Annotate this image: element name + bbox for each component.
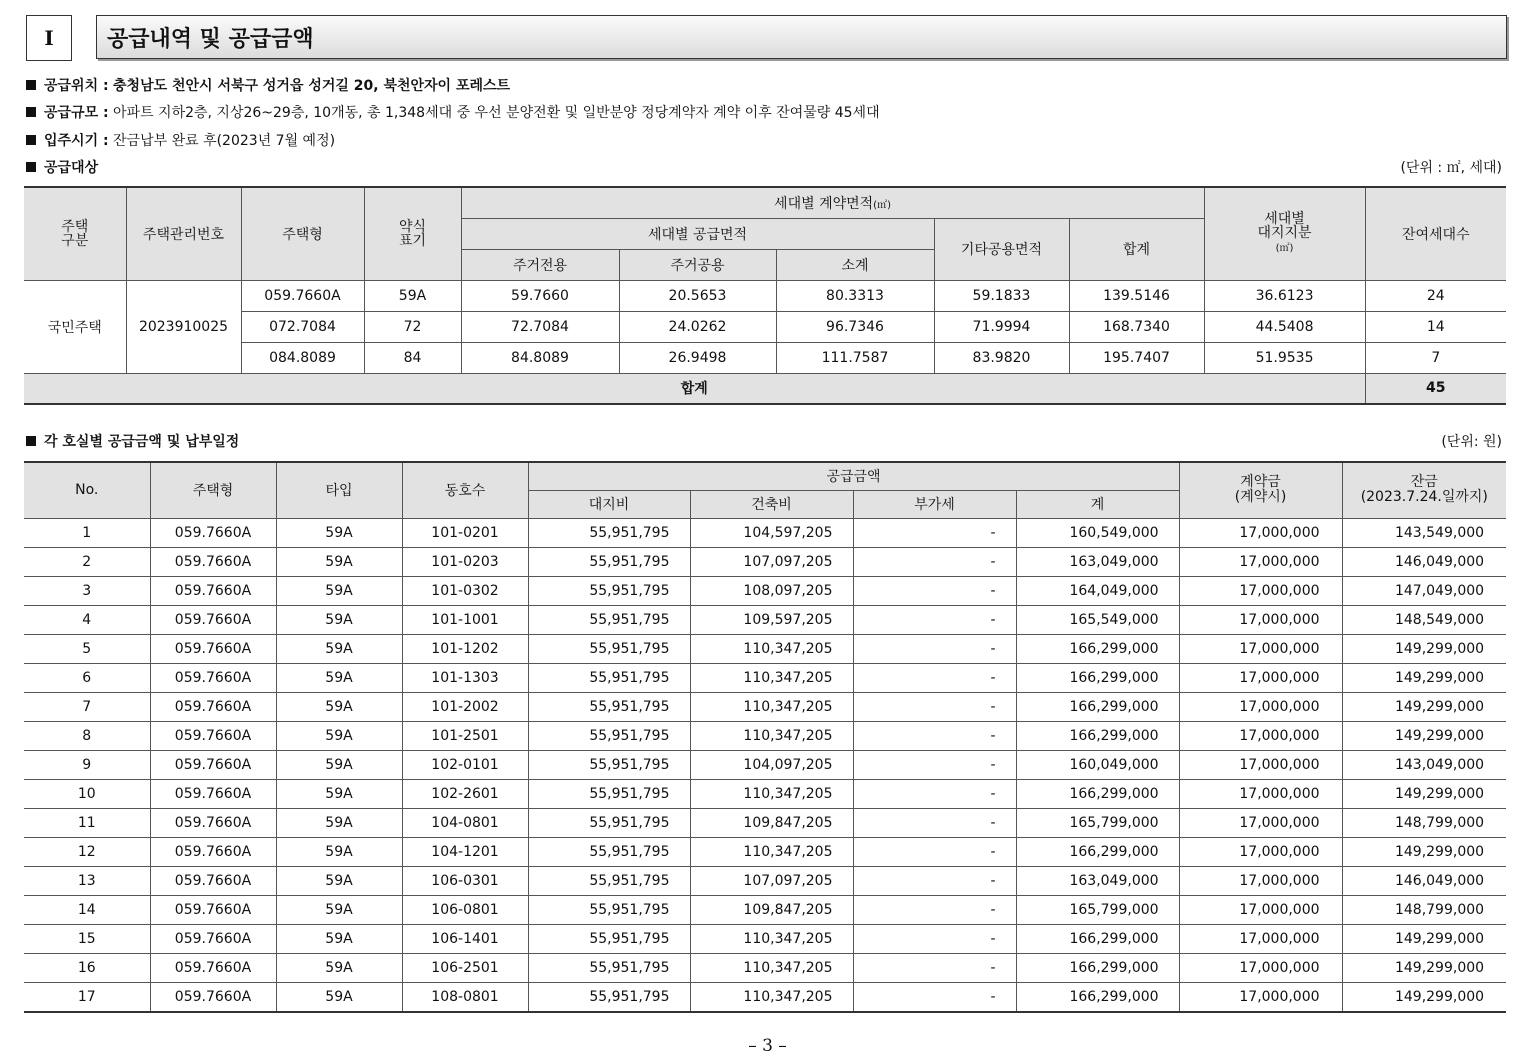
unit-label-area: (단위 : ㎡, 세대) xyxy=(1400,160,1502,176)
table-cell: 104-1201 xyxy=(402,837,528,866)
table-cell: 10 xyxy=(24,779,150,808)
table-row xyxy=(24,342,1506,373)
table-cell: 72.7084 xyxy=(461,311,619,342)
section-title: 공급내역 및 공급금액 xyxy=(96,15,1507,59)
table-cell: 110,347,205 xyxy=(690,634,853,663)
table-cell: 102-2601 xyxy=(402,779,528,808)
table-cell: - xyxy=(853,663,1016,692)
table-cell: 17,000,000 xyxy=(1179,692,1342,721)
table-cell: 059.7660A xyxy=(150,895,276,924)
table-cell: 059.7660A xyxy=(150,924,276,953)
info-location: 공급위치 : 충청남도 천안시 서북구 성거읍 성거길 20, 북천안자이 포레스트 xyxy=(26,75,510,95)
table-row xyxy=(24,311,1506,342)
table-cell: 59A xyxy=(364,280,461,311)
table-cell: 149,299,000 xyxy=(1342,953,1506,982)
table-cell: 59A xyxy=(276,779,402,808)
table-cell: 5 xyxy=(24,634,150,663)
table-cell: 149,299,000 xyxy=(1342,837,1506,866)
table-cell: 55,951,795 xyxy=(528,895,690,924)
page-number: – 3 – xyxy=(748,1036,787,1056)
table-cell: 2 xyxy=(24,547,150,576)
table-cell: 55,951,795 xyxy=(528,576,690,605)
table-cell: 80.3313 xyxy=(776,280,934,311)
table-row xyxy=(24,895,1506,924)
table-cell: 106-0301 xyxy=(402,866,528,895)
mgmt-no-cell: 2023910025 xyxy=(126,280,241,373)
table-cell: 110,347,205 xyxy=(690,721,853,750)
table-cell: 20.5653 xyxy=(619,280,776,311)
table-cell: 107,097,205 xyxy=(690,547,853,576)
bullet-square-icon xyxy=(26,80,36,90)
table-cell: 59A xyxy=(276,547,402,576)
table-cell: 166,299,000 xyxy=(1016,692,1179,721)
table-cell: 059.7660A xyxy=(150,837,276,866)
table-cell: 107,097,205 xyxy=(690,866,853,895)
table-cell: 143,049,000 xyxy=(1342,750,1506,779)
table-cell: 101-0302 xyxy=(402,576,528,605)
header-total: 합계 xyxy=(1069,218,1204,280)
table-cell: 16 xyxy=(24,953,150,982)
table-cell: 059.7660A xyxy=(150,692,276,721)
table-cell: 36.6123 xyxy=(1204,280,1365,311)
table-cell: 14 xyxy=(24,895,150,924)
table-cell: 106-2501 xyxy=(402,953,528,982)
table-cell: 163,049,000 xyxy=(1016,547,1179,576)
table-cell: 55,951,795 xyxy=(528,750,690,779)
bullet-square-icon xyxy=(26,107,36,117)
table-cell: 59A xyxy=(276,605,402,634)
table-cell: 59A xyxy=(276,924,402,953)
table-cell: - xyxy=(853,982,1016,1012)
table-row xyxy=(24,605,1506,634)
table-row xyxy=(24,721,1506,750)
header-mgmt-no: 주택관리번호 xyxy=(126,187,241,280)
table-cell: - xyxy=(853,924,1016,953)
table-cell: 51.9535 xyxy=(1204,342,1365,373)
table-cell: 24.0262 xyxy=(619,311,776,342)
table-cell: 059.7660A xyxy=(150,547,276,576)
table-cell: 059.7660A xyxy=(150,721,276,750)
table-cell: 166,299,000 xyxy=(1016,663,1179,692)
table-cell: 109,847,205 xyxy=(690,895,853,924)
table-cell: 59A xyxy=(276,750,402,779)
table-row xyxy=(24,576,1506,605)
table-cell: 59A xyxy=(276,721,402,750)
table-cell: 168.7340 xyxy=(1069,311,1204,342)
table-cell: 139.5146 xyxy=(1069,280,1204,311)
table-cell: 072.7084 xyxy=(241,311,364,342)
table-cell: 4 xyxy=(24,605,150,634)
table-cell: 24 xyxy=(1365,280,1506,311)
table-cell: - xyxy=(853,576,1016,605)
table-cell: 8 xyxy=(24,721,150,750)
header-sum: 계 xyxy=(1016,490,1179,518)
table-cell: 6 xyxy=(24,663,150,692)
table-cell: 96.7346 xyxy=(776,311,934,342)
table-cell: 147,049,000 xyxy=(1342,576,1506,605)
table-cell: 15 xyxy=(24,924,150,953)
table-cell: 55,951,795 xyxy=(528,837,690,866)
table-cell: 163,049,000 xyxy=(1016,866,1179,895)
table-cell: 84 xyxy=(364,342,461,373)
table-cell: 166,299,000 xyxy=(1016,953,1179,982)
table-cell: 55,951,795 xyxy=(528,779,690,808)
table-cell: 3 xyxy=(24,576,150,605)
table-cell: 55,951,795 xyxy=(528,547,690,576)
table-cell: 059.7660A xyxy=(150,576,276,605)
table-row xyxy=(24,663,1506,692)
table-cell: 59A xyxy=(276,576,402,605)
table-cell: 59A xyxy=(276,982,402,1012)
table-cell: 55,951,795 xyxy=(528,982,690,1012)
table-sum-row xyxy=(24,373,1506,404)
table-row xyxy=(24,280,1506,311)
table-cell: - xyxy=(853,518,1016,547)
header-abbr: 약식 표기 xyxy=(364,187,461,280)
table-cell: 17,000,000 xyxy=(1179,721,1342,750)
table-row xyxy=(24,750,1506,779)
table-cell: 111.7587 xyxy=(776,342,934,373)
table-cell: - xyxy=(853,895,1016,924)
table-cell: 149,299,000 xyxy=(1342,924,1506,953)
bullet-square-icon xyxy=(26,162,36,172)
header-land-share: 세대별 대지지분 (㎡) xyxy=(1204,187,1365,280)
table-cell: 55,951,795 xyxy=(528,692,690,721)
info-target: 공급대상 xyxy=(26,157,98,177)
table-cell: 102-0101 xyxy=(402,750,528,779)
table-cell: 104,097,205 xyxy=(690,750,853,779)
unit-label-won: (단위: 원) xyxy=(1441,434,1502,450)
table-cell: - xyxy=(853,866,1016,895)
table-cell: 148,799,000 xyxy=(1342,895,1506,924)
table-cell: 059.7660A xyxy=(150,953,276,982)
sum-value: 45 xyxy=(1365,373,1506,404)
table-cell: 9 xyxy=(24,750,150,779)
table-cell: 101-2501 xyxy=(402,721,528,750)
sum-label: 합계 xyxy=(24,373,1365,404)
table-cell: 108,097,205 xyxy=(690,576,853,605)
table-cell: 109,847,205 xyxy=(690,808,853,837)
table-cell: - xyxy=(853,808,1016,837)
table-cell: - xyxy=(853,750,1016,779)
unit-price-table xyxy=(24,461,1506,1013)
table-cell: - xyxy=(853,953,1016,982)
table-cell: 110,347,205 xyxy=(690,779,853,808)
table-row xyxy=(24,924,1506,953)
table-cell: 55,951,795 xyxy=(528,953,690,982)
header-vat: 부가세 xyxy=(853,490,1016,518)
table-cell: 59A xyxy=(276,692,402,721)
table-row xyxy=(24,692,1506,721)
header-balance: 잔금 (2023.7.24.일까지) xyxy=(1342,462,1506,518)
table-cell: 17,000,000 xyxy=(1179,982,1342,1012)
table-cell: 108-0801 xyxy=(402,982,528,1012)
header-remaining: 잔여세대수 xyxy=(1365,187,1506,280)
table-cell: 059.7660A xyxy=(150,982,276,1012)
table-cell: 13 xyxy=(24,866,150,895)
table-cell: 55,951,795 xyxy=(528,663,690,692)
table-cell: 059.7660A xyxy=(150,866,276,895)
table-cell: 17,000,000 xyxy=(1179,634,1342,663)
table-cell: 195.7407 xyxy=(1069,342,1204,373)
header-other-common: 기타공용면적 xyxy=(934,218,1069,280)
table-cell: 059.7660A xyxy=(150,518,276,547)
house-category-cell: 국민주택 xyxy=(24,280,126,373)
table-row xyxy=(24,953,1506,982)
table-cell: 165,799,000 xyxy=(1016,808,1179,837)
table-row xyxy=(24,982,1506,1012)
table-cell: 166,299,000 xyxy=(1016,779,1179,808)
table-cell: - xyxy=(853,605,1016,634)
table-cell: 110,347,205 xyxy=(690,663,853,692)
table-cell: 106-0801 xyxy=(402,895,528,924)
section-header xyxy=(26,15,1509,61)
table-cell: 59A xyxy=(276,518,402,547)
table-cell: 59A xyxy=(276,895,402,924)
table-cell: 55,951,795 xyxy=(528,808,690,837)
table-cell: 17,000,000 xyxy=(1179,866,1342,895)
table-cell: 17 xyxy=(24,982,150,1012)
table-cell: 55,951,795 xyxy=(528,924,690,953)
table-cell: 59.1833 xyxy=(934,280,1069,311)
table-cell: 55,951,795 xyxy=(528,721,690,750)
table-row xyxy=(24,779,1506,808)
table-cell: 160,549,000 xyxy=(1016,518,1179,547)
table-cell: 166,299,000 xyxy=(1016,837,1179,866)
table-cell: - xyxy=(853,779,1016,808)
table-cell: 110,347,205 xyxy=(690,924,853,953)
table-cell: 11 xyxy=(24,808,150,837)
table-cell: - xyxy=(853,634,1016,663)
table-cell: 17,000,000 xyxy=(1179,924,1342,953)
table-cell: 55,951,795 xyxy=(528,634,690,663)
table-cell: 17,000,000 xyxy=(1179,837,1342,866)
table-cell: 7 xyxy=(1365,342,1506,373)
table-cell: 149,299,000 xyxy=(1342,779,1506,808)
header-unit-no: 동호수 xyxy=(402,462,528,518)
bullet-square-icon xyxy=(26,135,36,145)
header-contract-area: 세대별 계약면적(㎡) xyxy=(461,187,1204,218)
table-cell: 101-2002 xyxy=(402,692,528,721)
table-cell: 110,347,205 xyxy=(690,953,853,982)
table-row xyxy=(24,837,1506,866)
header-subtotal: 소계 xyxy=(776,249,934,280)
table-cell: 17,000,000 xyxy=(1179,576,1342,605)
table-cell: 59A xyxy=(276,663,402,692)
table-cell: 17,000,000 xyxy=(1179,663,1342,692)
table-cell: - xyxy=(853,837,1016,866)
table-cell: 101-0201 xyxy=(402,518,528,547)
info-move-in: 입주시기 : 잔금납부 완료 후(2023년 7월 예정) xyxy=(26,130,335,150)
table-cell: 55,951,795 xyxy=(528,605,690,634)
table-cell: 109,597,205 xyxy=(690,605,853,634)
table-cell: 71.9994 xyxy=(934,311,1069,342)
table-cell: 143,549,000 xyxy=(1342,518,1506,547)
table-cell: 101-1001 xyxy=(402,605,528,634)
header-land: 대지비 xyxy=(528,490,690,518)
table-cell: 17,000,000 xyxy=(1179,779,1342,808)
table-cell: 12 xyxy=(24,837,150,866)
header-supply-area: 세대별 공급면적 xyxy=(461,218,934,249)
table-cell: 084.8089 xyxy=(241,342,364,373)
table-cell: 166,299,000 xyxy=(1016,634,1179,663)
table-cell: 17,000,000 xyxy=(1179,547,1342,576)
table-cell: 166,299,000 xyxy=(1016,982,1179,1012)
table-cell: 26.9498 xyxy=(619,342,776,373)
table-row xyxy=(24,808,1506,837)
table-cell: 149,299,000 xyxy=(1342,634,1506,663)
table-cell: 83.9820 xyxy=(934,342,1069,373)
table-cell: 166,299,000 xyxy=(1016,924,1179,953)
info-scale: 공급규모 : 아파트 지하2층, 지상26~29층, 10개동, 총 1,348세대 중 우선 분양전환 및 일반분양 정당계약자 계약 이후 잔여물량 45세대 xyxy=(26,102,880,122)
header-common: 주거공용 xyxy=(619,249,776,280)
header-deposit: 계약금 (계약시) xyxy=(1179,462,1342,518)
table-cell: 059.7660A xyxy=(150,779,276,808)
table-cell: 149,299,000 xyxy=(1342,721,1506,750)
table-cell: 101-0203 xyxy=(402,547,528,576)
table-cell: - xyxy=(853,692,1016,721)
table-cell: 1 xyxy=(24,518,150,547)
table-cell: 55,951,795 xyxy=(528,518,690,547)
table-cell: 7 xyxy=(24,692,150,721)
table-cell: 17,000,000 xyxy=(1179,953,1342,982)
table-cell: 17,000,000 xyxy=(1179,808,1342,837)
section2-label: 각 호실별 공급금액 및 납부일정 xyxy=(26,431,239,451)
table-cell: 59A xyxy=(276,866,402,895)
section-number: I xyxy=(26,15,72,61)
table-cell: 146,049,000 xyxy=(1342,866,1506,895)
table-cell: 164,049,000 xyxy=(1016,576,1179,605)
header-no: No. xyxy=(24,462,150,518)
table-cell: 146,049,000 xyxy=(1342,547,1506,576)
table-cell: 59A xyxy=(276,808,402,837)
table-cell: 17,000,000 xyxy=(1179,518,1342,547)
table-cell: 110,347,205 xyxy=(690,837,853,866)
table-cell: 17,000,000 xyxy=(1179,895,1342,924)
table-row xyxy=(24,547,1506,576)
table-cell: 84.8089 xyxy=(461,342,619,373)
table-cell: 110,347,205 xyxy=(690,692,853,721)
table-cell: 166,299,000 xyxy=(1016,721,1179,750)
header-building: 건축비 xyxy=(690,490,853,518)
header-house-category: 주택 구분 xyxy=(24,187,126,280)
table-cell: 59A xyxy=(276,953,402,982)
header-exclusive: 주거전용 xyxy=(461,249,619,280)
table-cell: 148,799,000 xyxy=(1342,808,1506,837)
table-cell: 148,549,000 xyxy=(1342,605,1506,634)
header-type: 타입 xyxy=(276,462,402,518)
table-cell: 101-1303 xyxy=(402,663,528,692)
table-cell: 59.7660 xyxy=(461,280,619,311)
table-cell: - xyxy=(853,721,1016,750)
table-cell: 110,347,205 xyxy=(690,982,853,1012)
supply-target-table xyxy=(24,186,1506,405)
table-cell: 059.7660A xyxy=(150,750,276,779)
bullet-square-icon xyxy=(26,436,36,446)
table-cell: 059.7660A xyxy=(150,663,276,692)
table-cell: 59A xyxy=(276,634,402,663)
header-house-type: 주택형 xyxy=(241,187,364,280)
table-row xyxy=(24,634,1506,663)
table-cell: 149,299,000 xyxy=(1342,692,1506,721)
table-cell: 059.7660A xyxy=(241,280,364,311)
table-cell: 106-1401 xyxy=(402,924,528,953)
table-cell: 160,049,000 xyxy=(1016,750,1179,779)
table-cell: 14 xyxy=(1365,311,1506,342)
header-supply-amount: 공급금액 xyxy=(528,462,1179,490)
table-cell: 17,000,000 xyxy=(1179,750,1342,779)
table-cell: 059.7660A xyxy=(150,808,276,837)
table-cell: 104,597,205 xyxy=(690,518,853,547)
table-cell: 101-1202 xyxy=(402,634,528,663)
table-cell: - xyxy=(853,547,1016,576)
table-cell: 44.5408 xyxy=(1204,311,1365,342)
table-row xyxy=(24,518,1506,547)
table-cell: 149,299,000 xyxy=(1342,982,1506,1012)
table-cell: 165,799,000 xyxy=(1016,895,1179,924)
header-house-type: 주택형 xyxy=(150,462,276,518)
table-cell: 55,951,795 xyxy=(528,866,690,895)
table-cell: 72 xyxy=(364,311,461,342)
table-cell: 104-0801 xyxy=(402,808,528,837)
table-cell: 149,299,000 xyxy=(1342,663,1506,692)
table-cell: 059.7660A xyxy=(150,605,276,634)
table-cell: 59A xyxy=(276,837,402,866)
table-cell: 059.7660A xyxy=(150,634,276,663)
table-cell: 165,549,000 xyxy=(1016,605,1179,634)
table-row xyxy=(24,866,1506,895)
table-cell: 17,000,000 xyxy=(1179,605,1342,634)
